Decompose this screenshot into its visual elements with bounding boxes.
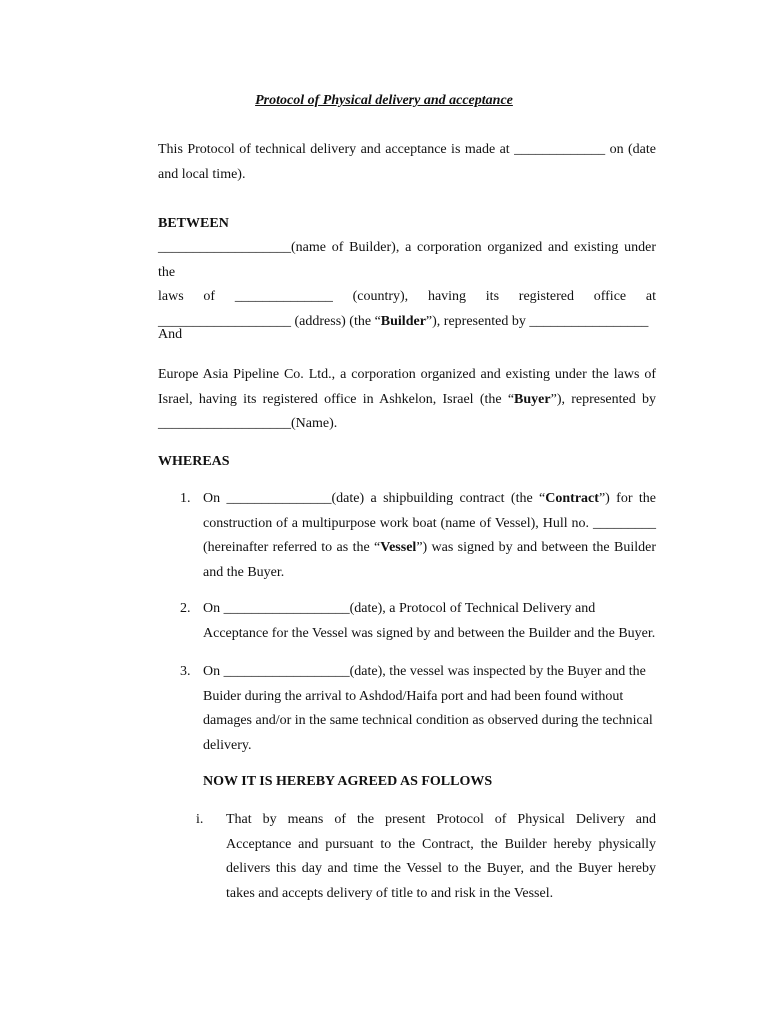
- item-number: i.: [196, 812, 204, 827]
- builder-line: [158, 285, 656, 310]
- whereas-heading: WHEREAS: [158, 454, 230, 469]
- word: laws: [158, 289, 184, 304]
- buyer-term: Buyer: [514, 391, 551, 407]
- whereas-item-1: 1. On _______________(date) a shipbuilding contract (the “Contract”) for the construction of a multipurpose work boat (name of Vessel), Hull no. _________ (hereinafter referred to as the “Vessel”) was signed by and between the Builder and the Buyer.: [158, 487, 656, 585]
- buyer-line: Israel, having its registered office in Ashkelon, Israel (the “Buyer”), represented by: [158, 391, 656, 407]
- intro-line: This Protocol of technical delivery and acceptance is made at _____________ on (date: [158, 142, 656, 157]
- builder-line: ___________________(name of Builder), a corporation organized and existing under the: [158, 240, 656, 280]
- word: office: [593, 289, 627, 304]
- item-number: 2.: [180, 601, 191, 616]
- builder-line: ___________________ (address) (the “Builder”), represented by _________________: [158, 313, 649, 329]
- contract-term: Contract: [545, 491, 599, 506]
- buyer-paragraph: [158, 363, 656, 437]
- word: of: [203, 289, 216, 304]
- word: (country),: [352, 289, 409, 304]
- buyer-line: Europe Asia Pipeline Co. Ltd., a corporation organized and existing under the laws of: [158, 367, 656, 382]
- agreement-item-i: i. That by means of the present Protocol of Physical Delivery and Acceptance and pursuant to the Contract, the Builder hereby physically delivers this day and time the Vessel to the Buyer, and the Buyer hereby takes and accepts delivery of title to and risk in the Vessel.: [158, 808, 656, 906]
- document-title: Protocol of Physical delivery and acceptance: [255, 93, 513, 108]
- item-number: 1.: [180, 491, 191, 506]
- item-number: 3.: [180, 664, 191, 679]
- buyer-line: ___________________(Name).: [158, 416, 338, 431]
- agreed-heading: NOW IT IS HEREBY AGREED AS FOLLOWS: [203, 774, 493, 789]
- vessel-term: Vessel: [380, 540, 417, 555]
- builder-paragraph: [158, 236, 656, 334]
- between-heading: BETWEEN: [158, 216, 229, 231]
- word: registered: [518, 289, 574, 304]
- word: ______________: [234, 289, 333, 304]
- word: its: [485, 289, 500, 304]
- whereas-item-2: 2. On __________________(date), a Protocol of Technical Delivery and Acceptance for the Vessel was signed by and between the Builder and the Buyer.: [158, 597, 656, 646]
- intro-line: and local time).: [158, 166, 246, 182]
- word: at: [645, 289, 656, 304]
- word: having: [427, 289, 467, 304]
- intro-paragraph: [158, 138, 656, 187]
- builder-term: Builder: [380, 313, 426, 329]
- and-label: And: [158, 327, 183, 342]
- whereas-item-3: 3. On __________________(date), the vessel was inspected by the Buyer and the Buider during the arrival to Ashdod/Haifa port and had been found without damages and/or in the same technical condition as observed during the technical delivery.: [158, 660, 656, 758]
